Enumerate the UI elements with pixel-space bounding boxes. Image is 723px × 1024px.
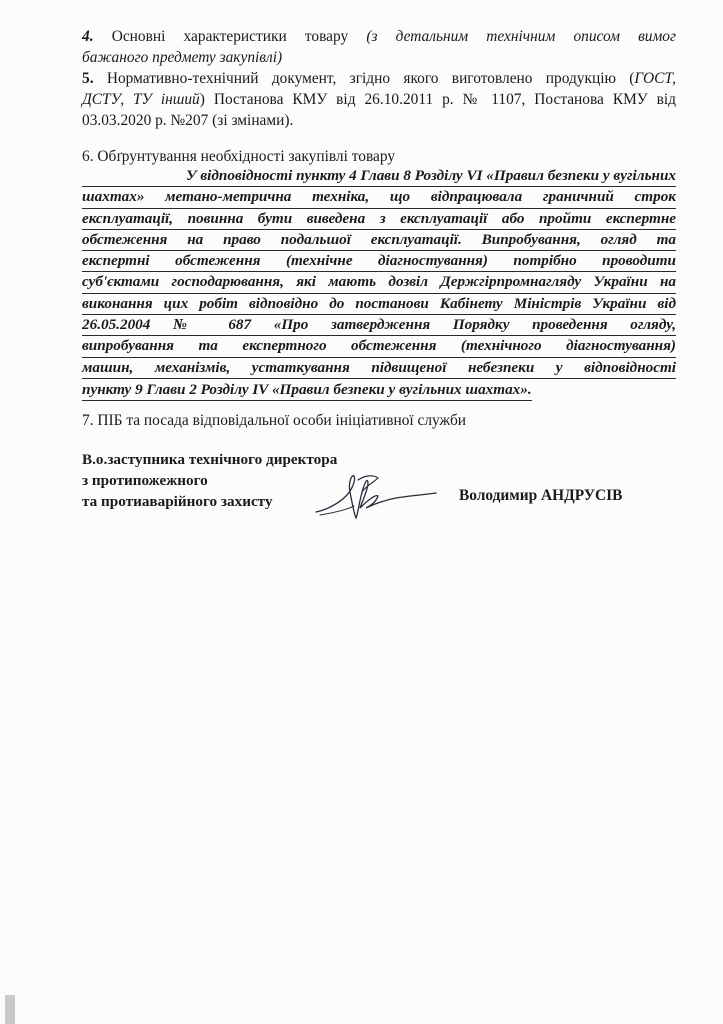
- handwritten-signature: [312, 466, 452, 531]
- section-4: [82, 26, 676, 68]
- signatory-position-line: та протиаварійного захисту: [82, 493, 273, 510]
- section-6-line: пункту 9 Глави 2 Розділу IV «Правил безпеки у вугільних шахтах».: [82, 380, 532, 401]
- section-5: [82, 68, 676, 131]
- section-6-line: експертні обстеження (технічне діагностування) потрібно проводити: [82, 251, 676, 272]
- section-5-line-1: 5. Нормативно-технічний документ, згідно якого виготовлено продукцію (ГОСТ,: [82, 70, 676, 87]
- section-5-line-3: 03.03.2020 р. №207 (зі змінами).: [82, 112, 294, 129]
- signatory-position-line: з протипожежного: [82, 472, 208, 489]
- document-content: [82, 26, 676, 431]
- section-6-line: обстеження на право подальшої експлуатації. Випробування, огляд та: [82, 230, 676, 251]
- signatory-position-line: В.о.заступника технічного директора: [82, 451, 338, 468]
- section-6-line: У відповідності пункту 4 Глави 8 Розділу VI «Правил безпеки у вугільних: [82, 166, 676, 187]
- section-7-title: 7. ПІБ та посада відповідальної особи ініціативної служби: [82, 412, 467, 430]
- section-4-line-1: 4. Основні характеристики товару (з детальним технічним описом вимог: [82, 28, 676, 45]
- section-6-line: суб'єктами господарювання, які мають дозвіл Держгірпромнагляду України на: [82, 272, 676, 293]
- section-6-title: 6. Обґрунтування необхідності закупівлі товару: [82, 148, 396, 165]
- section-6-line: випробування та експертного обстеження (технічного діагностування): [82, 336, 676, 357]
- section-6-body: [82, 166, 676, 401]
- section-5-line-2: ДСТУ, ТУ інший) Постанова КМУ від 26.10.2011 р. № 1107, Постанова КМУ від: [82, 91, 676, 108]
- section-4-line-2: бажаного предмету закупівлі): [82, 49, 283, 66]
- section-6-line: шахтах» метано-метрична техніка, що відпрацювала граничний строк: [82, 187, 676, 208]
- scan-edge-mark: [5, 995, 15, 1024]
- section-6-line: 26.05.2004 № 687 «Про затвердження Порядку проведення огляду,: [82, 315, 676, 336]
- section-6-line: виконання цих робіт відповідно до постанови Кабінету Міністрів України від: [82, 294, 676, 315]
- signatory-name: Володимир АНДРУСІВ: [459, 487, 623, 504]
- section-6-line: експлуатації, повинна бути виведена з експлуатації або пройти експертне: [82, 209, 676, 230]
- section-6-line: машин, механізмів, устаткування підвищеної небезпеки у відповідності: [82, 358, 676, 379]
